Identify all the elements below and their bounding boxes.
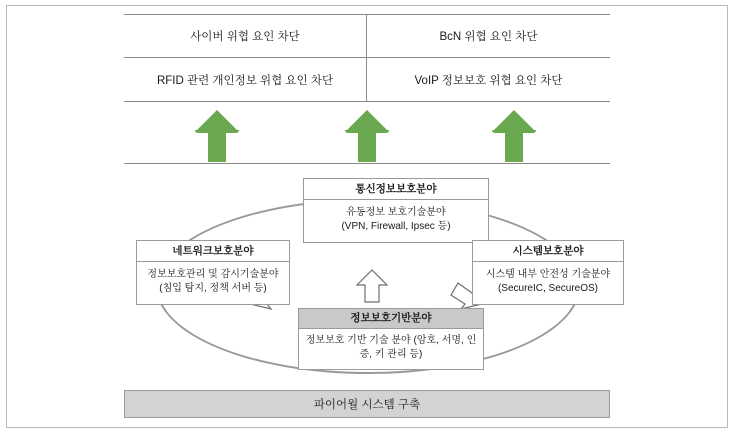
threat-table-row-2 xyxy=(124,58,610,102)
green-up-arrow-icon-2 xyxy=(345,110,389,162)
threat-cell-voip: VoIP 정보보호 위협 요인 차단 xyxy=(414,74,563,87)
threat-table-row-1 xyxy=(124,14,610,58)
bottom-bar-firewall: 파이어월 시스템 구축 xyxy=(124,390,610,418)
box-base-title: 정보보호기반분야 xyxy=(298,308,484,329)
box-base-body xyxy=(298,329,484,370)
green-up-arrow-icon-1 xyxy=(195,110,239,162)
threat-cell-bcn: BcN 위협 요인 차단 xyxy=(439,31,538,43)
box-network-title: 네트워크보호분야 xyxy=(137,241,289,262)
divider-line xyxy=(124,163,610,164)
threat-cell-rfid: RFID 관련 개인정보 위협 요인 차단 xyxy=(124,58,367,101)
box-base-line1: 정보보호 기반 기술 분야 xyxy=(305,334,411,346)
box-base-security xyxy=(298,308,484,370)
box-communication-body xyxy=(304,200,488,242)
box-system-title: 시스템보호분야 xyxy=(473,241,623,262)
box-communication-security xyxy=(303,178,489,243)
box-network-security xyxy=(136,240,290,305)
box-system-security xyxy=(472,240,624,305)
box-base-line2: (암호, 서명, 인증, 키 관리 등) xyxy=(359,334,477,361)
box-system-line2: (SecureIC, SecureOS) xyxy=(497,283,599,295)
threat-table xyxy=(124,14,610,102)
threat-cell-cyber: 사이버 위협 요인 차단 xyxy=(124,15,367,57)
green-up-arrow-icon-3 xyxy=(492,110,536,162)
white-up-arrow-icon xyxy=(355,268,389,304)
box-system-line1: 시스템 내부 안전성 기술분야 xyxy=(485,268,611,280)
box-communication-line2: (VPN, Firewall, Ipsec 등) xyxy=(341,221,451,233)
box-network-line2: (침입 탐지, 정책 서버 등) xyxy=(159,283,267,295)
box-network-body xyxy=(137,262,289,304)
box-network-line1: 정보보호관리 및 감시기술분야 xyxy=(147,268,279,280)
box-system-body xyxy=(473,262,623,304)
box-communication-line1: 유동정보 보호기술분야 xyxy=(346,206,446,218)
box-communication-title: 통신정보보호분야 xyxy=(304,179,488,200)
